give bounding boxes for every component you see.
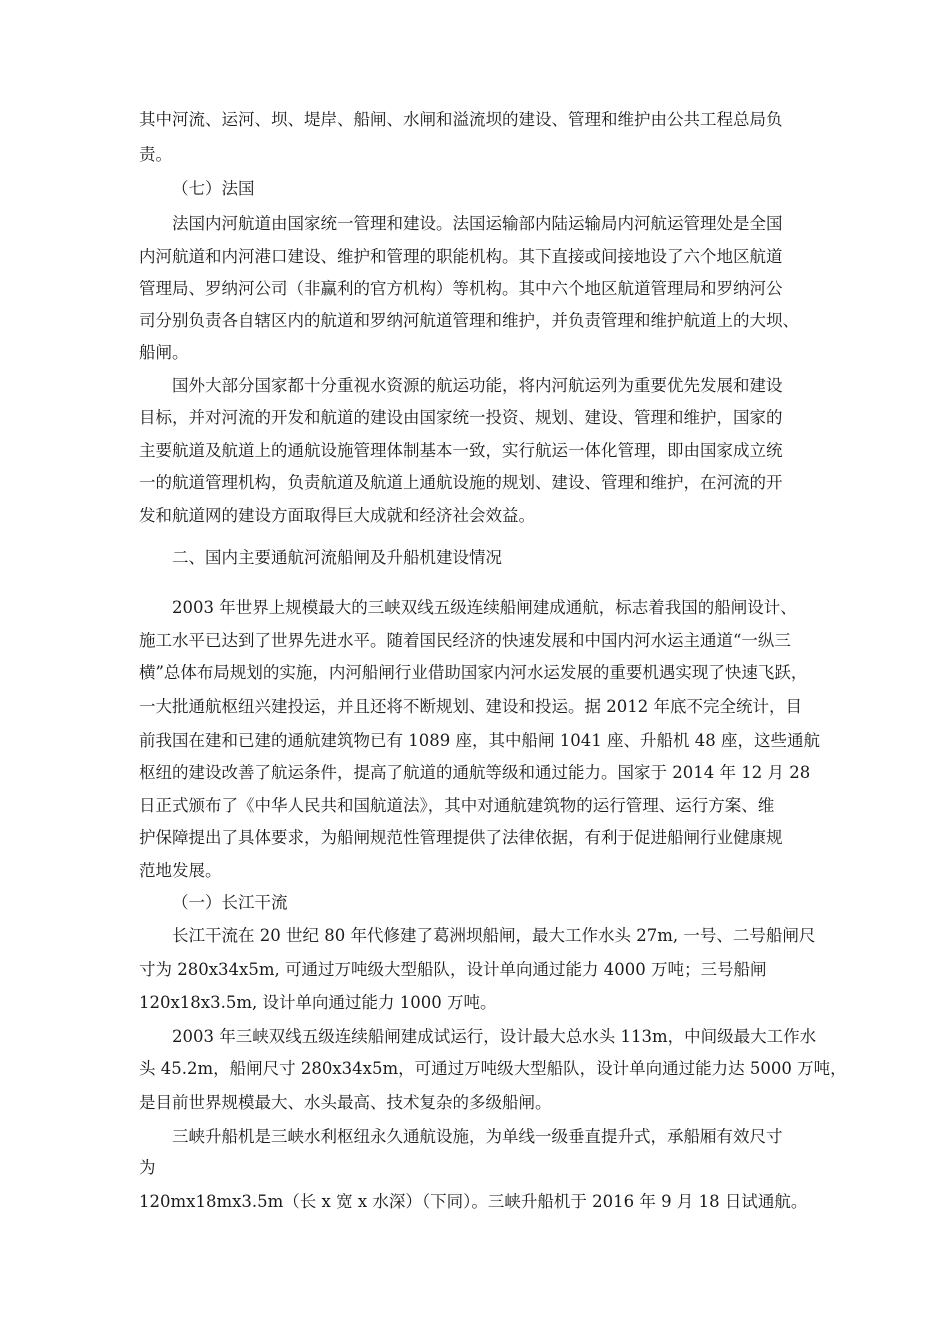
text-line: 三峡升船机是三峡水利枢纽永久通航设施，为单线一级垂直提升式，承船厢有效尺寸 <box>172 1127 783 1146</box>
text-line: 120x18x3.5m, 设计单向通过能力 1000 万吨。 <box>139 993 497 1012</box>
text-line: 船闸。 <box>139 343 189 362</box>
text-line: 范地发展。 <box>139 861 222 880</box>
text-line: 120mx18mx3.5m（长 x 宽 x 水深）（下同）。三峡升船机于 2016 年 9 月 18 日试通航。 <box>139 1192 808 1211</box>
text-line: 2003 年三峡双线五级连续船闸建成试运行，设计最大总水头 113m，中间级最大工作水 <box>172 1027 817 1046</box>
text-line: 日正式颁布了《中华人民共和国航道法》，其中对通航建筑物的运行管理、运行方案、维 <box>139 796 775 815</box>
text-line: 发和航道网的建设方面取得巨大成就和经济社会效益。 <box>139 506 535 525</box>
section-heading: （一）长江干流 <box>172 893 288 912</box>
text-line: 一的航道管理机构，负责航道及航道上通航设施的规划、建设、管理和维护，在河流的开 <box>139 473 783 492</box>
text-line: 2003 年世界上规模最大的三峡双线五级连续船闸建成通航，标志着我国的船闸设计、 <box>172 598 797 617</box>
text-line: 为 <box>139 1158 156 1177</box>
text-line: 主要航道及航道上的通航设施管理体制基本一致，实行航运一体化管理，即由国家成立统 <box>139 441 783 460</box>
text-line: 内河航道和内河港口建设、维护和管理的职能机构。其下直接或间接地设了六个地区航道 <box>139 247 783 266</box>
text-line: 目标，并对河流的开发和航道的建设由国家统一投资、规划、建设、管理和维护，国家的 <box>139 408 783 427</box>
text-line: 寸为 280x34x5m, 可通过万吨级大型船队，设计单向通过能力 4000 万吨；三号船闸 <box>139 960 767 979</box>
chapter-heading: 二、国内主要通航河流船闸及升船机建设情况 <box>172 548 502 567</box>
text-line: 其中河流、运河、坝、堤岸、船闸、水闸和溢流坝的建设、管理和维护由公共工程总局负 <box>139 110 783 129</box>
text-line: 头 45.2m，船闸尺寸 280x34x5m，可通过万吨级大型船队，设计单向通过能力达 5000 万吨， <box>139 1059 847 1078</box>
text-line: 法国内河航道由国家统一管理和建设。法国运输部内陆运输局内河航运管理处是全国 <box>172 214 783 233</box>
text-line: 一大批通航枢纽兴建投运，并且还将不断规划、建设和投运。据 2012 年底不完全统计，目 <box>139 697 802 716</box>
text-line: 施工水平已达到了世界先进水平。随着国民经济的快速发展和中国内河水运主通道“一纵三 <box>139 631 791 650</box>
section-heading: （七）法国 <box>172 179 255 198</box>
text-line: 枢纽的建设改善了航运条件，提高了航道的通航等级和通过能力。国家于 2014 年 12 月 28 <box>139 763 811 782</box>
text-line: 责。 <box>139 145 172 164</box>
text-line: 管理局、罗纳河公司（非赢利的官方机构）等机构。其中六个地区航道管理局和罗纳河公 <box>139 279 783 298</box>
text-line: 前我国在建和已建的通航建筑物已有 1089 座，其中船闸 1041 座、升船机 48 座，这些通航 <box>139 731 820 750</box>
text-line: 横”总体布局规划的实施，内河船闸行业借助国家内河水运发展的重要机遇实现了快速飞跃， <box>139 663 808 682</box>
text-line: 长江干流在 20 世纪 80 年代修建了葛洲坝船闸，最大工作水头 27m, 一号、二号船闸尺 <box>172 926 816 945</box>
text-line: 护保障提出了具体要求，为船闸规范性管理提供了法律依据，有利于促进船闸行业健康规 <box>139 828 783 847</box>
text-line: 是目前世界规模最大、水头最高、技术复杂的多级船闸。 <box>139 1093 552 1112</box>
text-line: 司分别负责各自辖区内的航道和罗纳河航道管理和维护，并负责管理和维护航道上的大坝、 <box>139 311 799 330</box>
text-line: 国外大部分国家都十分重视水资源的航运功能，将内河航运列为重要优先发展和建设 <box>172 376 783 395</box>
